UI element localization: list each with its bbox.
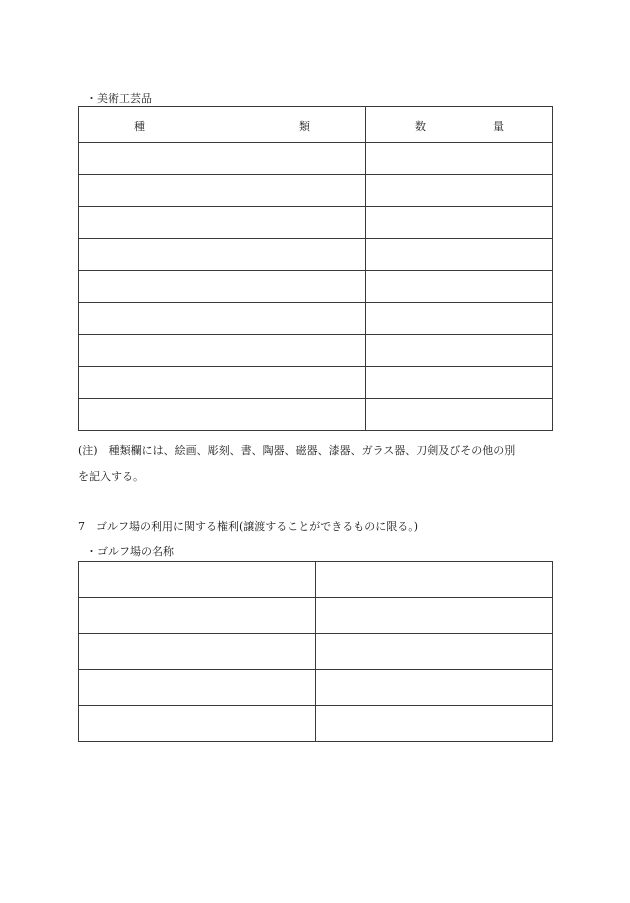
- kind-cell[interactable]: [79, 239, 366, 271]
- quantity-cell[interactable]: [366, 175, 553, 207]
- golf-left-cell[interactable]: [79, 634, 316, 670]
- kind-cell[interactable]: [79, 143, 366, 175]
- golf-section-heading: 7 ゴルフ場の利用に関する権利(譲渡することができるものに限る。): [78, 520, 419, 533]
- table-row: [79, 143, 553, 175]
- header-kind-left: 種: [134, 120, 145, 133]
- table-row: [79, 271, 553, 303]
- art-table-header: [79, 107, 553, 143]
- quantity-cell[interactable]: [366, 367, 553, 399]
- table-row: [79, 335, 553, 367]
- quantity-cell[interactable]: [366, 271, 553, 303]
- art-note-line1: (注) 種類欄には、絵画、彫刻、書、陶器、磁器、漆器、ガラス器、刀剣及びその他の別: [78, 444, 516, 457]
- header-quantity-left: 数: [415, 120, 426, 133]
- golf-left-cell[interactable]: [79, 706, 316, 742]
- quantity-cell[interactable]: [366, 303, 553, 335]
- table-row: [79, 634, 553, 670]
- kind-cell[interactable]: [79, 335, 366, 367]
- golf-right-cell[interactable]: [316, 670, 553, 706]
- golf-table: [78, 561, 553, 742]
- table-row: [79, 239, 553, 271]
- table-row: [79, 670, 553, 706]
- golf-right-cell[interactable]: [316, 562, 553, 598]
- art-note-line2: を記入する。: [78, 470, 144, 483]
- quantity-cell[interactable]: [366, 399, 553, 431]
- table-row: [79, 175, 553, 207]
- table-row: [79, 706, 553, 742]
- kind-cell[interactable]: [79, 271, 366, 303]
- table-row: [79, 562, 553, 598]
- kind-cell[interactable]: [79, 303, 366, 335]
- golf-left-cell[interactable]: [79, 670, 316, 706]
- quantity-cell[interactable]: [366, 335, 553, 367]
- golf-left-cell[interactable]: [79, 562, 316, 598]
- kind-cell[interactable]: [79, 367, 366, 399]
- table-row: [79, 367, 553, 399]
- header-quantity-right: 量: [493, 120, 504, 133]
- art-table: [78, 106, 553, 431]
- table-row: [79, 303, 553, 335]
- quantity-cell[interactable]: [366, 207, 553, 239]
- table-row: [79, 598, 553, 634]
- quantity-cell[interactable]: [366, 143, 553, 175]
- table-row: [79, 207, 553, 239]
- header-kind: [79, 107, 366, 143]
- quantity-cell[interactable]: [366, 239, 553, 271]
- golf-right-cell[interactable]: [316, 598, 553, 634]
- golf-left-cell[interactable]: [79, 598, 316, 634]
- header-kind-right: 類: [299, 120, 310, 133]
- golf-right-cell[interactable]: [316, 634, 553, 670]
- table-row: [79, 399, 553, 431]
- kind-cell[interactable]: [79, 399, 366, 431]
- kind-cell[interactable]: [79, 175, 366, 207]
- golf-section-subtitle: ・ゴルフ場の名称: [86, 545, 174, 558]
- golf-right-cell[interactable]: [316, 706, 553, 742]
- kind-cell[interactable]: [79, 207, 366, 239]
- art-section-title: ・美術工芸品: [86, 92, 152, 105]
- header-quantity: [366, 107, 553, 143]
